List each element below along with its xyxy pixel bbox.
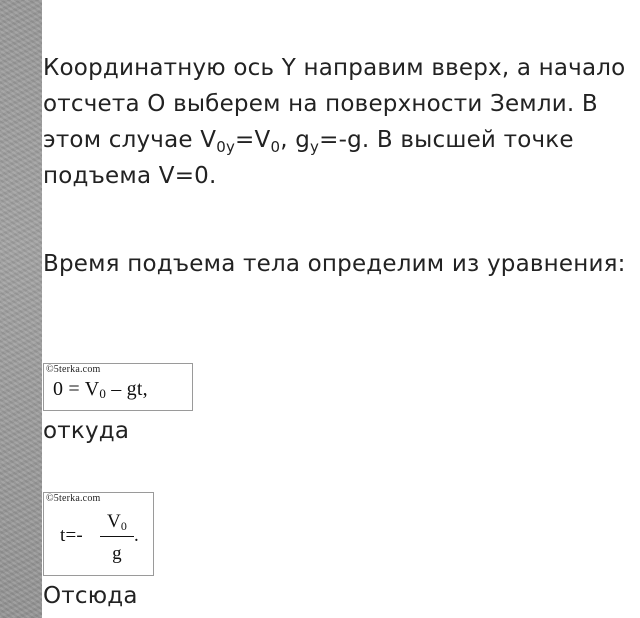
formula2-numerator-subscript: 0	[120, 519, 128, 533]
formula1-subscript: 0	[99, 386, 107, 401]
formula-image-1	[43, 363, 193, 411]
formula2-suffix: .	[134, 525, 139, 546]
paragraph1-text-d: =-g. В высшей точке подъема V=0.	[43, 127, 574, 189]
formula-image-2	[43, 492, 154, 576]
word-otsyuda: Отсюда	[43, 583, 138, 609]
left-decorative-strip	[0, 0, 42, 618]
formula2-fraction-line	[100, 536, 134, 537]
formula2-prefix: t=-	[60, 525, 83, 546]
paragraph-rise-time: Время подъема тела определим из уравнения:	[43, 251, 626, 277]
paragraph-coordinate-axis	[43, 50, 638, 194]
formula1-right: – gt,	[106, 378, 148, 400]
word-otkuda: откуда	[43, 418, 130, 444]
formula2-numerator	[102, 511, 132, 533]
paragraph1-sub-0y: 0y	[216, 138, 236, 156]
formula1-left: 0 = V	[53, 378, 100, 400]
paragraph1-text-a: Координатную ось Y направим вверх, а начало отсчета О выберем на поверхности Земли. В этом случае V	[43, 55, 626, 153]
formula1-watermark: ©5terka.com	[46, 364, 101, 375]
formula1-equation	[53, 377, 148, 401]
formula2-watermark: ©5terka.com	[46, 493, 101, 504]
paragraph1-sub-y: y	[310, 138, 320, 156]
paragraph1-text-c: , g	[280, 127, 311, 153]
paragraph1-text-b: =V	[235, 127, 271, 153]
paragraph1-sub-0: 0	[270, 138, 281, 156]
formula2-denominator: g	[112, 543, 122, 564]
formula2-numerator-v: V	[106, 511, 121, 532]
